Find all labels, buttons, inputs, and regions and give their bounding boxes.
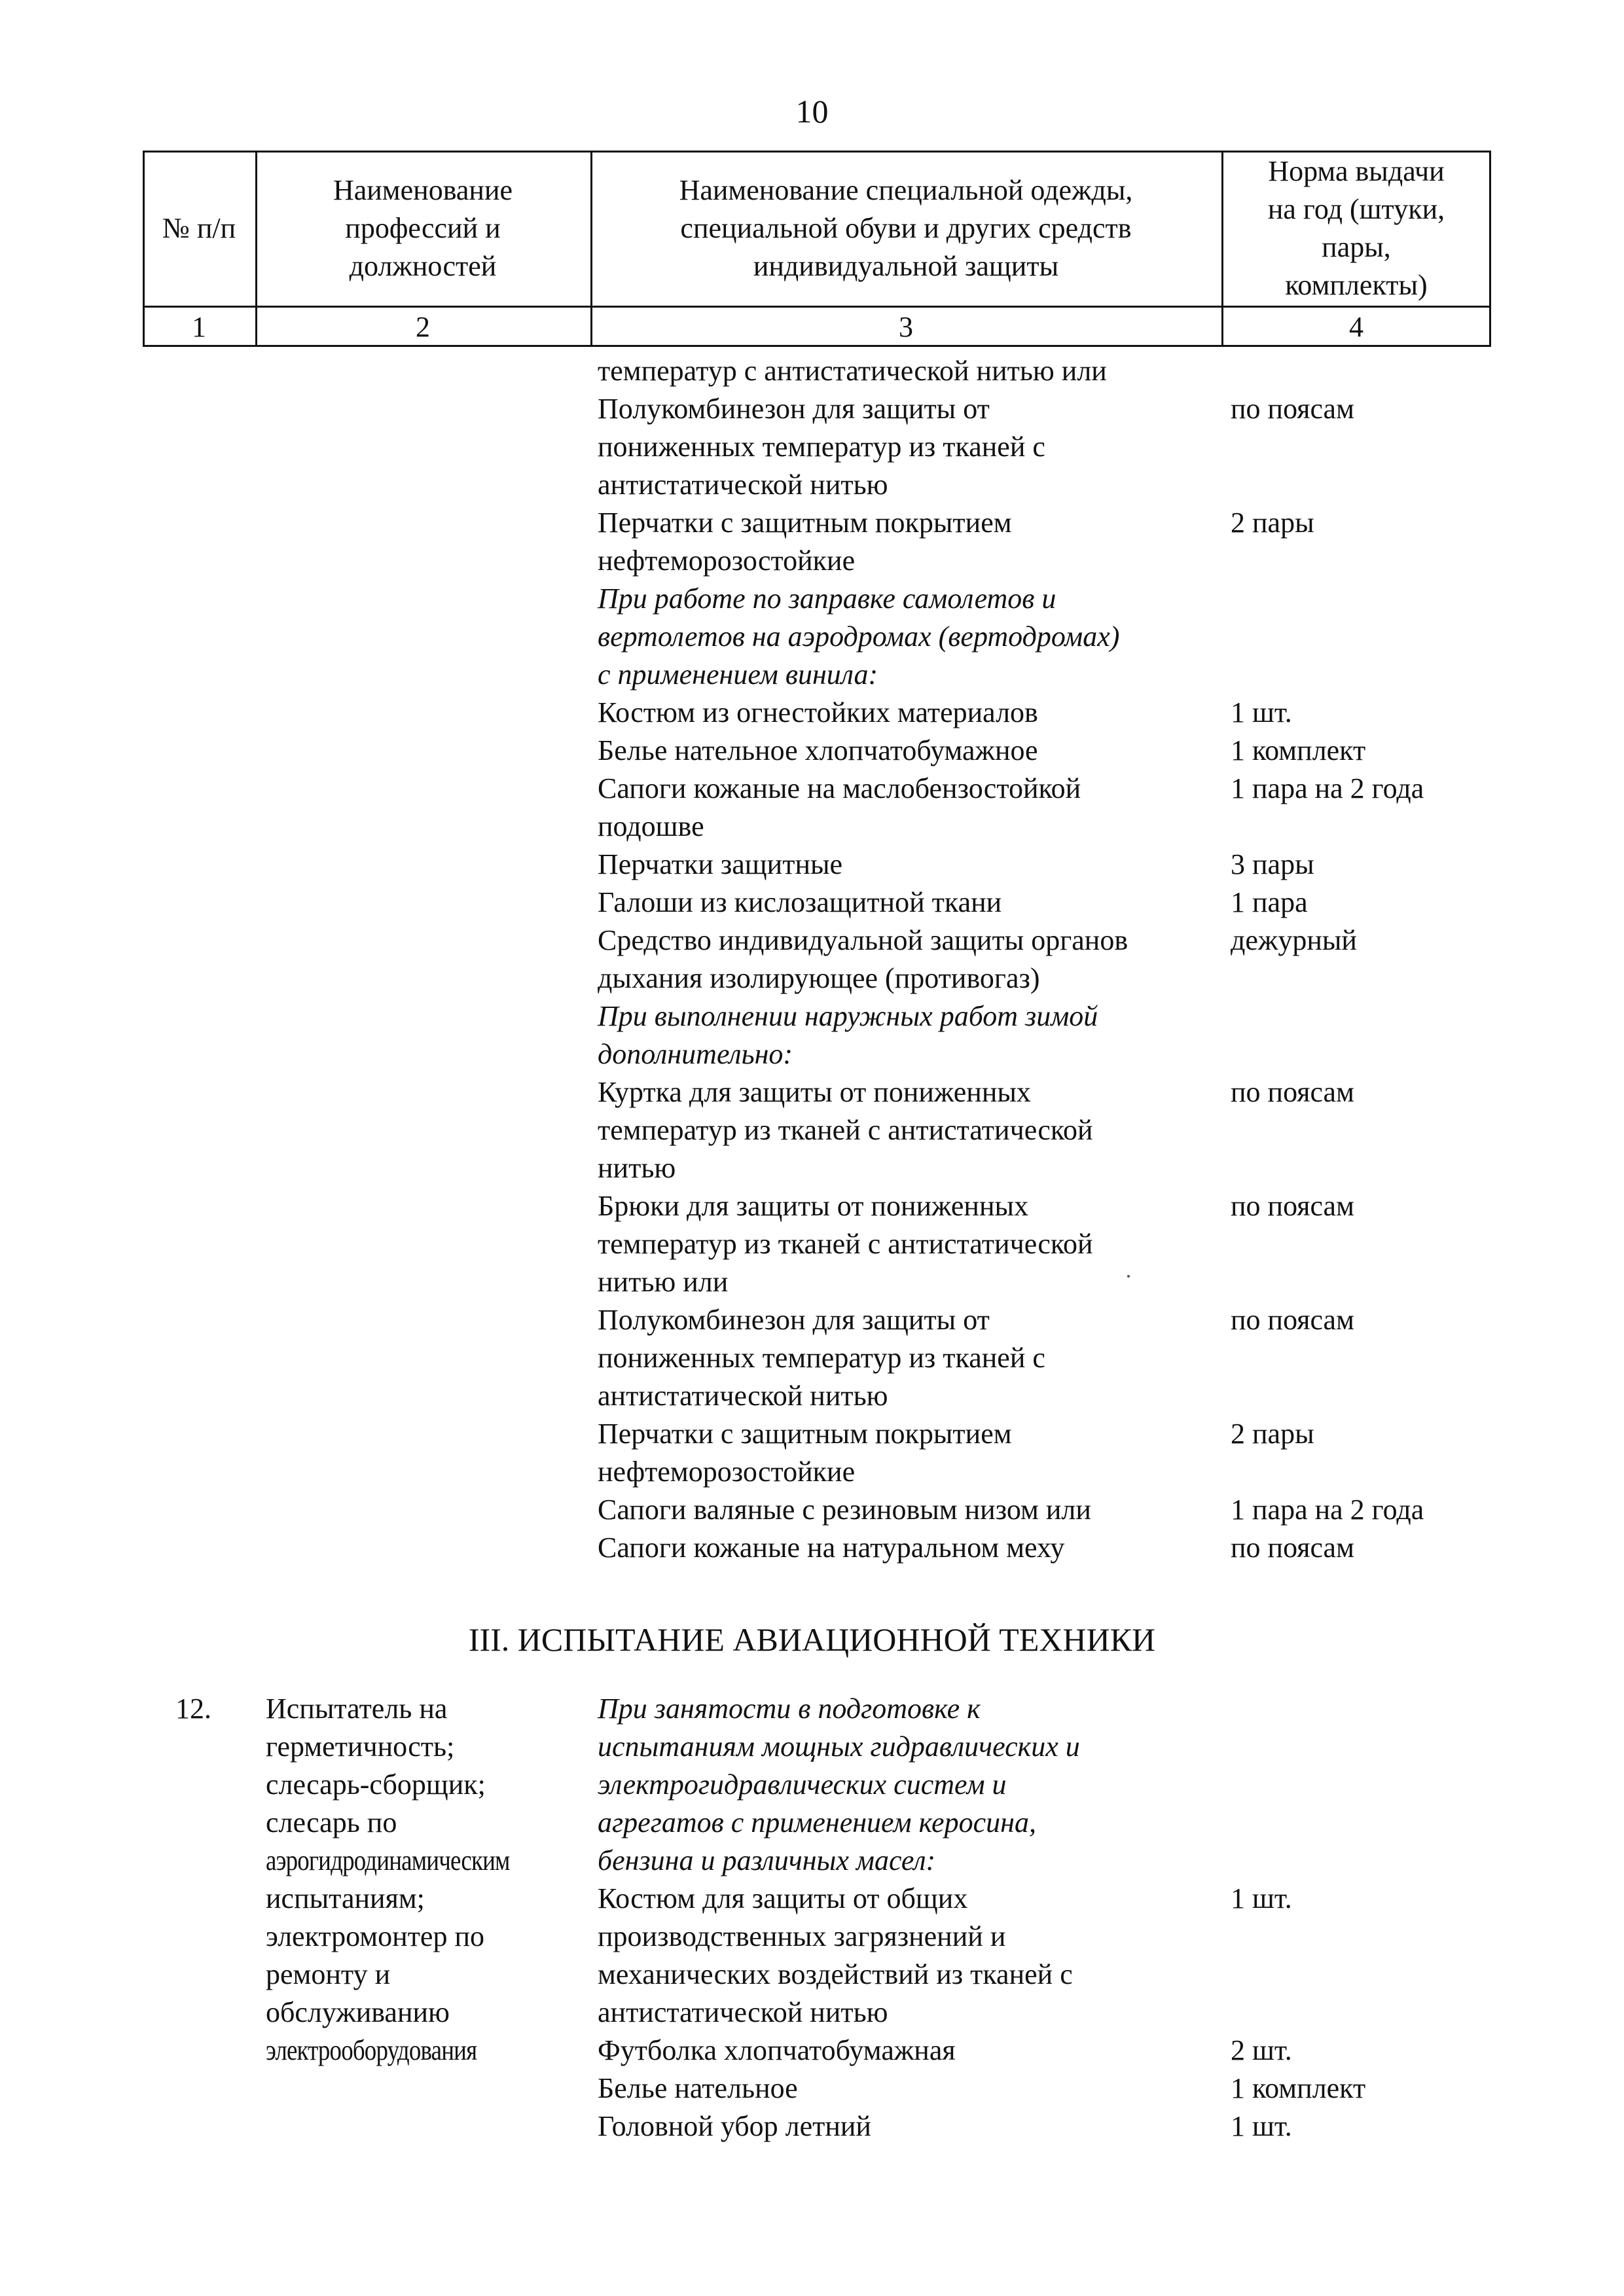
header-num3: 3 [899,311,913,343]
entry12-number: 12. [175,1693,211,1725]
ppe-item: Брюки для защиты от пониженных температур из тканей с антистатической нитью или [598,1190,1093,1298]
header-col2: Наименование профессий и должностей [333,173,513,282]
header-num2: 2 [416,311,430,343]
issue-norm: 2 шт. [1231,2034,1292,2066]
profession-line: электромонтер по [266,1920,484,1952]
issue-norm: 2 пары [1231,1418,1314,1450]
profession-line: испытаниям; [266,1882,425,1914]
profession-line: слесарь по [266,1806,397,1839]
ppe-item: Костюм для защиты от общих производственных загрязнений и механических воздействий из тканей с антистатической нитью [598,1882,1073,2028]
profession-line: электрооборудования [266,2034,477,2066]
ppe-item: Полукомбинезон для защиты от пониженных температур из тканей с антистатической нитью [598,393,1045,501]
issue-norm: 1 шт. [1231,2110,1292,2142]
issue-norm: 1 пара [1231,886,1308,918]
issue-norm: 3 пары [1231,848,1314,880]
condition-note: При работе по заправке самолетов и вертолетов на аэродромах (вертодромах) с применением винила: [598,583,1120,691]
ppe-item: Перчатки с защитным покрытием нефтеморозостойкие [598,507,1012,577]
ppe-item: Галоши из кислозащитной ткани [598,886,1002,918]
issue-norm: 2 пары [1231,507,1314,539]
ppe-item: Сапоги валяные с резиновым низом или [598,1494,1091,1526]
ppe-item: Куртка для защиты от пониженных температур из тканей с антистатической нитью [598,1076,1093,1184]
ppe-item: температур с антистатической нитью или [598,355,1107,387]
ppe-item: Средство индивидуальной защиты органов дыхания изолирующее (противогаз) [598,924,1128,994]
issue-norm: по поясам [1231,1304,1354,1336]
ppe-item: Футболка хлопчатобумажная [598,2034,956,2066]
issue-norm: по поясам [1231,393,1354,425]
issue-norm: 1 шт. [1231,696,1292,728]
condition-note: При занятости в подготовке к испытаниям мощных гидравлических и электрогидравлических систем и агрегатов с применением керосина, бензина и различных масел: [598,1693,1080,1876]
ppe-item: Перчатки защитные [598,848,843,880]
issue-norm: 1 пара на 2 года [1231,1494,1424,1526]
issue-norm: по поясам [1231,1190,1354,1222]
ppe-item: Костюм из огнестойких материалов [598,696,1038,728]
header-col1: № п/п [162,211,236,244]
ppe-item: Сапоги кожаные на натуральном меху [598,1532,1065,1564]
ppe-item: Белье нательное [598,2072,798,2104]
header-num4: 4 [1349,311,1363,343]
issue-norm: 1 комплект [1231,734,1366,766]
issue-norm: по поясам [1231,1532,1354,1564]
page-number: 10 [795,93,829,130]
profession-line: Испытатель на [266,1693,448,1725]
scan-speck [1127,1275,1130,1278]
profession-line: аэрогидродинамическим [266,1844,510,1876]
ppe-item: Головной убор летний [598,2110,871,2142]
profession-line: слесарь-сборщик; [266,1768,486,1801]
header-col3: Наименование специальной одежды, специальной обуви и других средств индивидуальной защиты [679,173,1133,282]
issue-norm: 1 комплект [1231,2072,1366,2104]
header-col4: Норма выдачи на год (штуки, пары, комплекты) [1267,154,1445,301]
header-num1: 1 [192,311,206,343]
profession-line: герметичность; [266,1731,455,1763]
ppe-item: Белье нательное хлопчатобумажное [598,734,1038,766]
issue-norm: 1 пара на 2 года [1231,772,1424,804]
condition-note: При выполнении наружных работ зимой дополнительно: [598,1000,1098,1070]
profession-line: ремонту и [266,1958,391,1990]
issue-norm: дежурный [1231,924,1357,956]
ppe-item: Полукомбинезон для защиты от пониженных температур из тканей с антистатической нитью [598,1304,1045,1412]
ppe-item: Сапоги кожаные на маслобензостойкой подошве [598,772,1081,842]
issue-norm: по поясам [1231,1076,1354,1108]
section-title: III. ИСПЫТАНИЕ АВИАЦИОННОЙ ТЕХНИКИ [468,1621,1156,1658]
table-header [143,151,1491,347]
ppe-item: Перчатки с защитным покрытием нефтеморозостойкие [598,1418,1012,1488]
profession-line: обслуживанию [266,1996,450,2028]
issue-norm: 1 шт. [1231,1882,1292,1914]
